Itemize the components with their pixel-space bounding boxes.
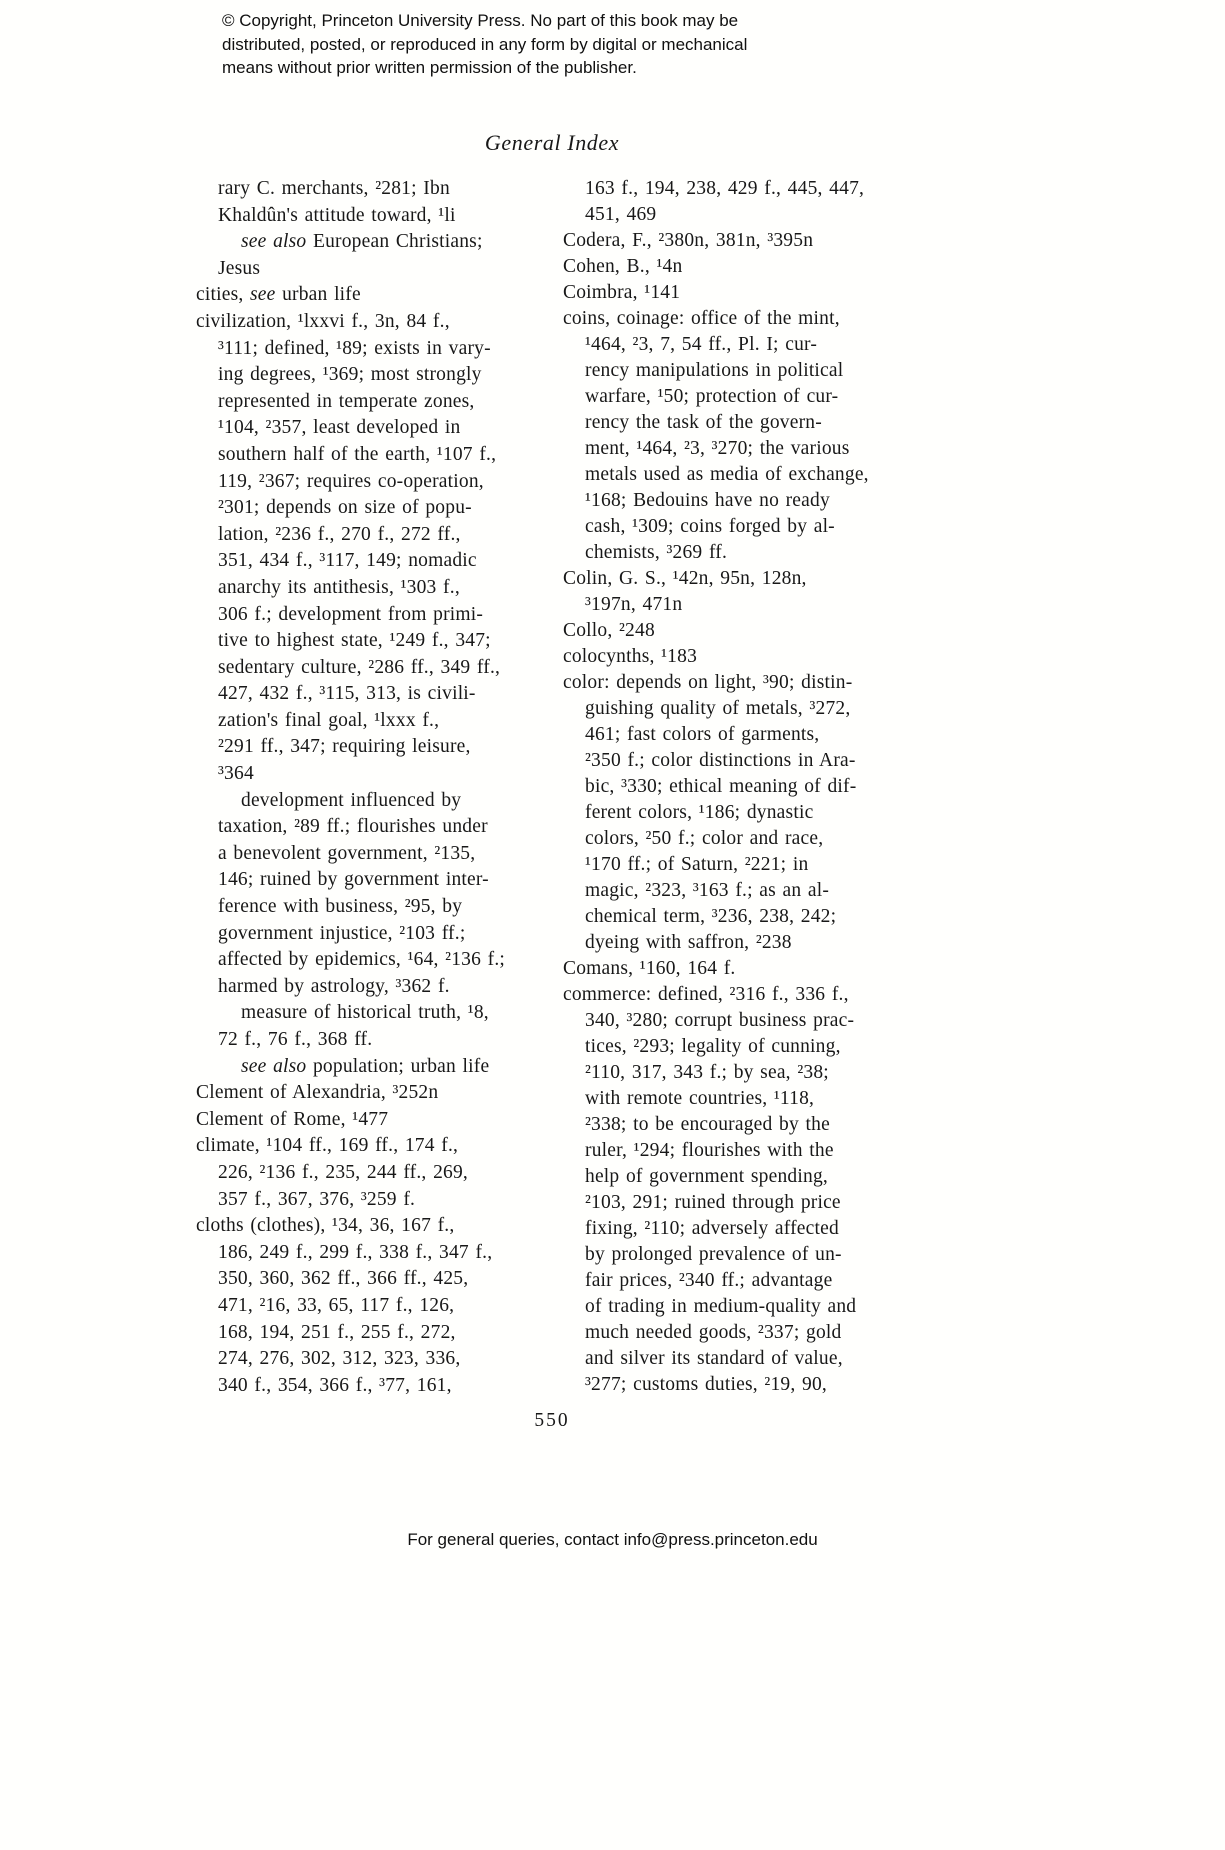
index-line [196, 974, 560, 1001]
index-line [196, 708, 560, 735]
index-line [196, 1213, 560, 1240]
index-line [196, 681, 560, 708]
index-text-segment: zation's final goal, ¹lxxx f., [218, 709, 440, 731]
index-line [196, 1027, 560, 1054]
index-text-segment: lation, ²236 f., 270 f., 272 ff., [218, 523, 461, 545]
index-text-segment: warfare, ¹50; protection of cur- [585, 386, 839, 407]
index-line [196, 522, 560, 549]
index-text-segment: southern half of the earth, ¹107 f., [218, 443, 497, 465]
index-text-segment: 351, 434 f., ³117, 149; nomadic [218, 550, 477, 572]
index-text-segment: Clement of Rome, ¹477 [196, 1108, 389, 1130]
index-line [196, 814, 560, 841]
index-line [196, 362, 560, 389]
index-line [563, 930, 925, 956]
index-text-segment: of trading in medium-quality and [585, 1296, 857, 1317]
index-text-segment: ²110, 317, 343 f.; by sea, ²38; [585, 1062, 829, 1083]
index-line [563, 1190, 925, 1216]
index-line [196, 1107, 560, 1134]
index-text-segment: means without prior written permission of the publisher. [222, 58, 637, 77]
index-text-segment: 226, ²136 f., 235, 244 ff., 269, [218, 1161, 468, 1183]
index-line [196, 495, 560, 522]
index-line [196, 947, 560, 974]
index-line [196, 894, 560, 921]
index-line [563, 1268, 925, 1294]
index-line [196, 734, 560, 761]
index-text-segment: bic, ³330; ethical meaning of dif- [585, 776, 857, 797]
index-line [196, 788, 560, 815]
index-line [196, 602, 560, 629]
page-number: 550 [534, 1410, 570, 1431]
copyright-line [222, 33, 747, 57]
index-text-segment: 451, 469 [585, 204, 657, 225]
index-text-segment: tices, ²293; legality of cunning, [585, 1036, 841, 1057]
index-text-segment: Comans, ¹160, 164 f. [563, 958, 736, 979]
index-line [563, 696, 925, 722]
index-text-segment: metals used as media of exchange, [585, 464, 869, 485]
index-line [563, 1164, 925, 1190]
index-line [196, 1266, 560, 1293]
index-line [196, 336, 560, 363]
index-line [563, 826, 925, 852]
index-line [563, 1060, 925, 1086]
index-line [563, 1294, 925, 1320]
index-text-segment: fair prices, ²340 ff.; advantage [585, 1270, 833, 1291]
index-text-segment: anarchy its antithesis, ¹303 f., [218, 576, 460, 598]
index-text-segment: see also [241, 1055, 307, 1077]
index-line [196, 1000, 560, 1027]
index-line [563, 254, 925, 280]
index-text-segment: ²338; to be encouraged by the [585, 1114, 830, 1135]
page-title: General Index [484, 130, 620, 155]
index-text-segment: cities, [196, 284, 251, 306]
index-text-segment: magic, ²323, ³163 f.; as an al- [585, 880, 830, 901]
index-line [196, 176, 560, 203]
index-text-segment: rency manipulations in political [585, 360, 844, 381]
index-text-segment: 306 f.; development from primi- [218, 603, 484, 625]
index-text-segment: ing degrees, ¹369; most strongly [218, 364, 482, 386]
index-text-segment: 168, 194, 251 f., 255 f., 272, [218, 1321, 456, 1343]
index-line [563, 1034, 925, 1060]
index-text-segment: ²301; depends on size of popu- [218, 497, 472, 519]
index-text-segment: ferent colors, ¹186; dynastic [585, 802, 814, 823]
index-text-segment: ³111; defined, ¹89; exists in vary- [218, 337, 491, 359]
index-text-segment: 427, 432 f., ³115, 313, is civili- [218, 683, 476, 705]
index-text-segment: ¹168; Bedouins have no ready [585, 490, 830, 511]
index-text-segment: tive to highest state, ¹249 f., 347; [218, 630, 491, 652]
index-line [563, 1372, 925, 1398]
index-text-segment: cloths (clothes), ¹34, 36, 167 f., [196, 1215, 455, 1237]
index-text-segment: urban life [275, 284, 361, 306]
index-line [563, 384, 925, 410]
index-line [563, 1138, 925, 1164]
index-line [563, 540, 925, 566]
index-line [563, 1346, 925, 1372]
index-text-segment: harmed by astrology, ³362 f. [218, 975, 450, 997]
index-text-segment: 461; fast colors of garments, [585, 724, 820, 745]
index-line [563, 1086, 925, 1112]
index-text-segment: Jesus [218, 257, 261, 279]
index-text-segment: civilization, ¹lxxvi f., 3n, 84 f., [196, 310, 450, 332]
index-text-segment: 146; ruined by government inter- [218, 869, 489, 891]
index-line [563, 410, 925, 436]
index-line [563, 618, 925, 644]
index-text-segment: sedentary culture, ²286 ff., 349 ff., [218, 656, 501, 678]
index-line [196, 841, 560, 868]
index-line [196, 256, 560, 283]
index-line [196, 389, 560, 416]
index-text-segment: ¹104, ²357, least developed in [218, 417, 461, 439]
index-text-segment: represented in temperate zones, [218, 390, 475, 412]
index-text-segment: Cohen, B., ¹4n [563, 256, 683, 277]
index-text-segment: 350, 360, 362 ff., 366 ff., 425, [218, 1268, 469, 1290]
index-line [196, 1160, 560, 1187]
index-line [196, 1320, 560, 1347]
index-text-segment: measure of historical truth, ¹8, [241, 1002, 489, 1024]
index-line [196, 1080, 560, 1107]
index-text-segment: chemical term, ³236, 238, 242; [585, 906, 837, 927]
index-line [196, 229, 560, 256]
index-text-segment: colors, ²50 f.; color and race, [585, 828, 824, 849]
index-line [563, 202, 925, 228]
index-line [196, 761, 560, 788]
index-line [196, 1346, 560, 1373]
index-text-segment: chemists, ³269 ff. [585, 542, 728, 563]
copyright-notice [222, 9, 747, 80]
index-text-segment: affected by epidemics, ¹64, ²136 f.; [218, 949, 506, 971]
index-text-segment: ference with business, ²95, by [218, 896, 463, 918]
index-line [563, 982, 925, 1008]
index-line [563, 332, 925, 358]
index-text-segment: guishing quality of metals, ³272, [585, 698, 851, 719]
index-line [196, 921, 560, 948]
index-line [563, 358, 925, 384]
index-line [196, 442, 560, 469]
index-text-segment: see also [241, 231, 307, 253]
index-text-segment: a benevolent government, ²135, [218, 842, 476, 864]
index-line [563, 748, 925, 774]
index-text-segment: ³277; customs duties, ²19, 90, [585, 1374, 827, 1395]
index-line [563, 514, 925, 540]
index-line [563, 670, 925, 696]
index-line [196, 282, 560, 309]
index-text-segment: ²103, 291; ruined through price [585, 1192, 841, 1213]
index-line [563, 956, 925, 982]
index-line [563, 1112, 925, 1138]
index-column-left [196, 176, 560, 1399]
index-text-segment: ³364 [218, 763, 254, 785]
index-line [563, 280, 925, 306]
index-text-segment: 340, ³280; corrupt business prac- [585, 1010, 855, 1031]
index-text-segment: rency the task of the govern- [585, 412, 822, 433]
index-text-segment: ment, ¹464, ²3, ³270; the various [585, 438, 850, 459]
index-text-segment: by prolonged prevalence of un- [585, 1244, 842, 1265]
index-line [563, 566, 925, 592]
index-line [196, 1187, 560, 1214]
index-text-segment: ¹464, ²3, 7, 54 ff., Pl. I; cur- [585, 334, 818, 355]
copyright-line [222, 56, 747, 80]
index-line [563, 800, 925, 826]
index-line [196, 469, 560, 496]
index-text-segment: 163 f., 194, 238, 429 f., 445, 447, [585, 178, 865, 199]
index-text-segment: and silver its standard of value, [585, 1348, 843, 1369]
index-text-segment: population; urban life [306, 1055, 490, 1077]
index-line [196, 655, 560, 682]
index-text-segment: with remote countries, ¹118, [585, 1088, 815, 1109]
index-line [563, 1008, 925, 1034]
index-text-segment: climate, ¹104 ff., 169 ff., 174 f., [196, 1135, 459, 1157]
index-text-segment: rary C. merchants, ²281; Ibn [218, 178, 450, 199]
index-text-segment: 119, ²367; requires co-operation, [218, 470, 484, 492]
index-text-segment: ¹170 ff.; of Saturn, ²221; in [585, 854, 809, 875]
index-line [196, 1373, 560, 1400]
index-line [563, 176, 925, 202]
index-text-segment: Clement of Alexandria, ³252n [196, 1082, 439, 1104]
index-line [196, 309, 560, 336]
index-column-right [563, 176, 925, 1398]
index-line [563, 462, 925, 488]
index-text-segment: Codera, F., ²380n, 381n, ³395n [563, 230, 814, 251]
index-line [563, 488, 925, 514]
index-line [196, 1133, 560, 1160]
index-text-segment: European Christians; [306, 231, 483, 253]
index-line [196, 1240, 560, 1267]
index-line [563, 1242, 925, 1268]
index-text-segment: Khaldûn's attitude toward, ¹li [218, 204, 456, 226]
index-line [563, 228, 925, 254]
index-line [196, 203, 560, 230]
index-line [196, 548, 560, 575]
index-text-segment: fixing, ²110; adversely affected [585, 1218, 839, 1239]
index-text-segment: 274, 276, 302, 312, 323, 336, [218, 1348, 461, 1370]
index-text-segment: © Copyright, Princeton University Press. No part of this book may be [222, 11, 739, 30]
index-line [563, 878, 925, 904]
index-line [563, 1320, 925, 1346]
index-text-segment: see [250, 284, 276, 306]
index-line [196, 1054, 560, 1081]
index-line [563, 592, 925, 618]
index-text-segment: distributed, posted, or reproduced in any form by digital or mechanical [222, 34, 748, 54]
index-text-segment: much needed goods, ²337; gold [585, 1322, 842, 1343]
index-line [563, 306, 925, 332]
index-line [563, 904, 925, 930]
index-text-segment: coins, coinage: office of the mint, [563, 308, 840, 329]
index-line [563, 852, 925, 878]
index-text-segment: 357 f., 367, 376, ³259 f. [218, 1188, 416, 1210]
index-text-segment: ³197n, 471n [585, 594, 683, 615]
index-text-segment: color: depends on light, ³90; distin- [563, 672, 853, 693]
index-text-segment: dyeing with saffron, ²238 [585, 932, 792, 953]
index-text-segment: ²291 ff., 347; requiring leisure, [218, 736, 471, 758]
index-text-segment: cash, ¹309; coins forged by al- [585, 516, 835, 537]
index-line [196, 415, 560, 442]
index-text-segment: Colin, G. S., ¹42n, 95n, 128n, [563, 568, 807, 589]
index-text-segment: government injustice, ²103 ff.; [218, 922, 466, 944]
copyright-line [222, 9, 747, 33]
index-line [563, 1216, 925, 1242]
index-text-segment: ²350 f.; color distinctions in Ara- [585, 750, 856, 771]
index-line [196, 867, 560, 894]
footer-contact: For general queries, contact info@press.princeton.edu [407, 1530, 818, 1549]
index-line [196, 575, 560, 602]
index-line [196, 1293, 560, 1320]
index-text-segment: 186, 249 f., 299 f., 338 f., 347 f., [218, 1241, 493, 1263]
index-text-segment: colocynths, ¹183 [563, 646, 698, 667]
index-line [563, 722, 925, 748]
index-text-segment: 340 f., 354, 366 f., ³77, 161, [218, 1374, 452, 1396]
index-text-segment: development influenced by [241, 789, 462, 811]
index-text-segment: 72 f., 76 f., 368 ff. [218, 1029, 373, 1050]
index-line [563, 436, 925, 462]
index-text-segment: 471, ²16, 33, 65, 117 f., 126, [218, 1294, 455, 1316]
index-line [563, 774, 925, 800]
index-text-segment: Coimbra, ¹141 [563, 282, 681, 303]
index-line [563, 644, 925, 670]
index-line [196, 628, 560, 655]
index-text-segment: help of government spending, [585, 1166, 828, 1187]
index-text-segment: ruler, ¹294; flourishes with the [585, 1140, 834, 1161]
index-text-segment: taxation, ²89 ff.; flourishes under [218, 816, 488, 838]
index-text-segment: commerce: defined, ²316 f., 336 f., [563, 984, 849, 1005]
index-text-segment: Collo, ²248 [563, 620, 655, 641]
